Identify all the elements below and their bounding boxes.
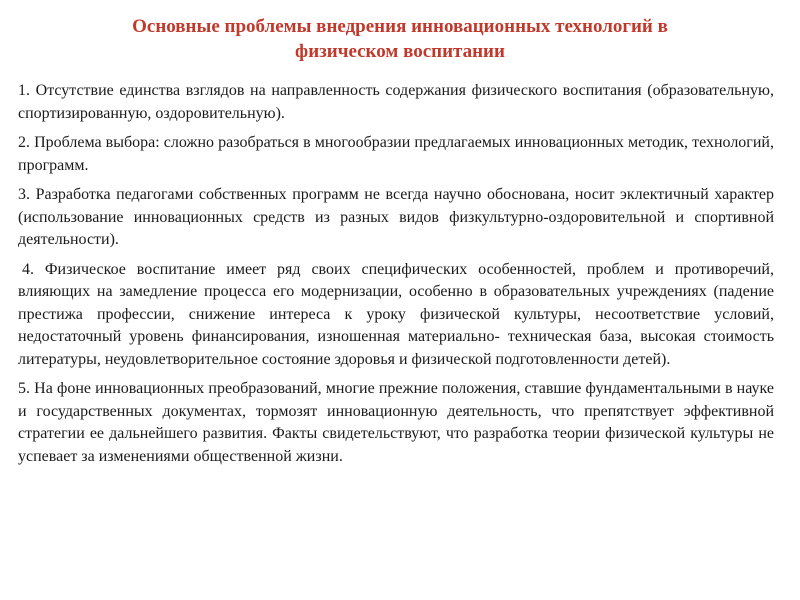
problem-item-4: 4. Физическое воспитание имеет ряд своих специфических особенностей, проблем и противоречий, влияющих на замедление процесса его модернизации, особенно в образовательных учреждениях (падение престижа профессии, снижение интереса к уроку физической культуры, несоответствие условий, недостаточный уровень финансирования, изношенная материально- техническая база, высокая стоимость литературы, неудовлетворительное состояние здоровья и физической подготовленности детей). — [18, 260, 774, 368]
slide-title-line-1: Основные проблемы внедрения инновационных технологий в — [132, 16, 668, 37]
slide-title-line-2: физическом воспитании — [295, 41, 505, 62]
problem-item-2: 2. Проблема выбора: сложно разобраться в многообразии предлагаемых инновационных методик, технологий, программ. — [18, 134, 774, 174]
slide-title — [60, 14, 740, 64]
problem-item-3: 3. Разработка педагогами собственных программ не всегда научно обоснована, носит эклектичный характер (использование инновационных средств из разных видов физкультурно-оздоровительной и спортивной деятельности). — [18, 186, 774, 248]
problem-item-1: 1. Отсутствие единства взглядов на направленность содержания физического воспитания (образовательную, спортизированную, оздоровительную). — [18, 82, 774, 122]
slide-body — [18, 80, 774, 475]
problem-item-5: 5. На фоне инновационных преобразований, многие прежние положения, ставшие фундаментальными в науке и государственных документах, тормозят инновационную деятельность, что препятствует эффективной стратегии ее дальнейшего развития. Факты свидетельствуют, что разработка теории физической культуры не успевает за изменениями общественной жизни. — [18, 380, 774, 465]
